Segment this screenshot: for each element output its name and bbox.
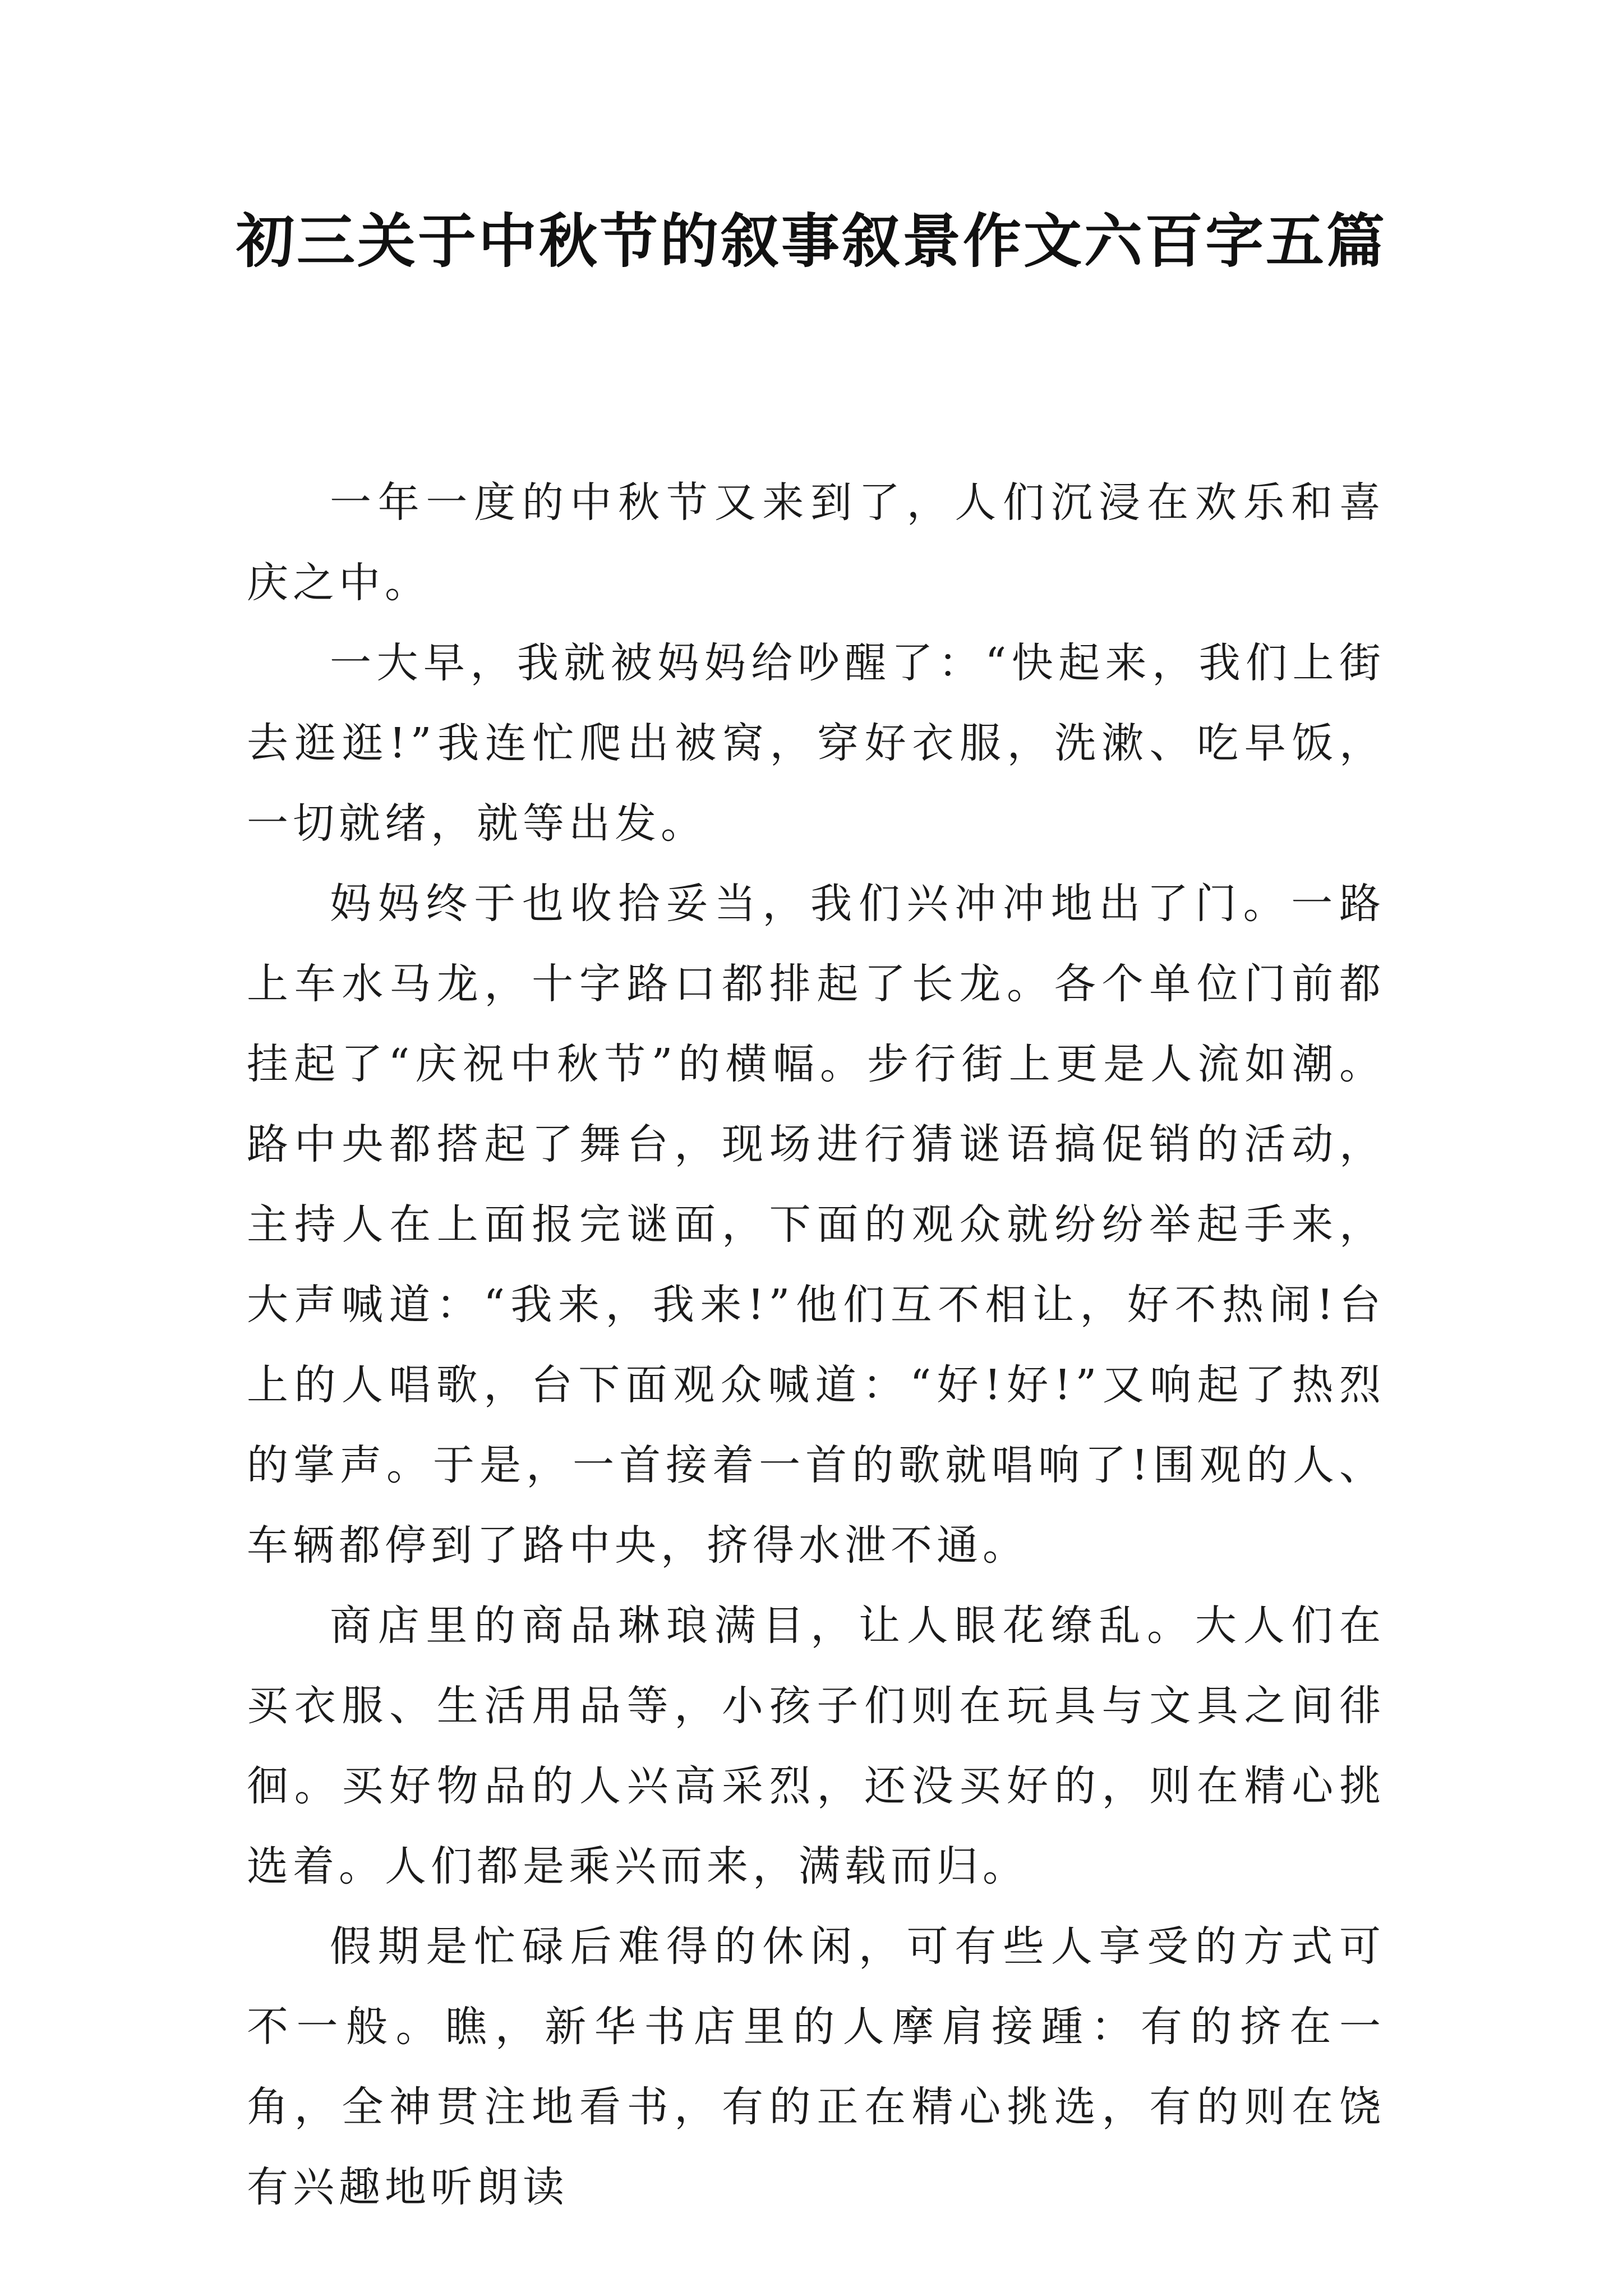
paragraph: 一年一度的中秋节又来到了，人们沉浸在欢乐和喜庆之中。 [247, 478, 1385, 607]
document-title: 初三关于中秋节的叙事叙景作文六百字五篇 [236, 206, 1387, 275]
paragraph: 假期是忙碌后难得的休闲，可有些人享受的方式可不一般。瞧，新华书店里的人摩肩接踵：有的挤在一角，全神贯注地看书，有的正在精心挑选，有的则在饶有兴趣地听朗读 [247, 1922, 1385, 2211]
paragraph: 一大早，我就被妈妈给吵醒了：“快起来，我们上街去逛逛!”我连忙爬出被窝，穿好衣服，洗漱、吃早饭，一切就绪，就等出发。 [247, 639, 1385, 848]
paragraph: 商店里的商品琳琅满目，让人眼花缭乱。大人们在买衣服、生活用品等，小孩子们则在玩具与文具之间徘徊。买好物品的人兴高采烈，还没买好的，则在精心挑选着。人们都是乘兴而来，满载而归。 [247, 1602, 1385, 1890]
document-body [247, 463, 1385, 2228]
paragraph: 妈妈终于也收拾妥当，我们兴冲冲地出了门。一路上车水马龙，十字路口都排起了长龙。各个单位门前都挂起了“庆祝中秋节”的横幅。步行街上更是人流如潮。路中央都搭起了舞台，现场进行猜谜语搞促销的活动，主持人在上面报完谜面，下面的观众就纷纷举起手来，大声喊道：“我来，我来!”他们互不相让，好不热闹!台上的人唱歌，台下面观众喊道：“好!好!”又响起了热烈的掌声。于是，一首接着一首的歌就唱响了!围观的人、车辆都停到了路中央，挤得水泄不通。 [247, 880, 1385, 1570]
